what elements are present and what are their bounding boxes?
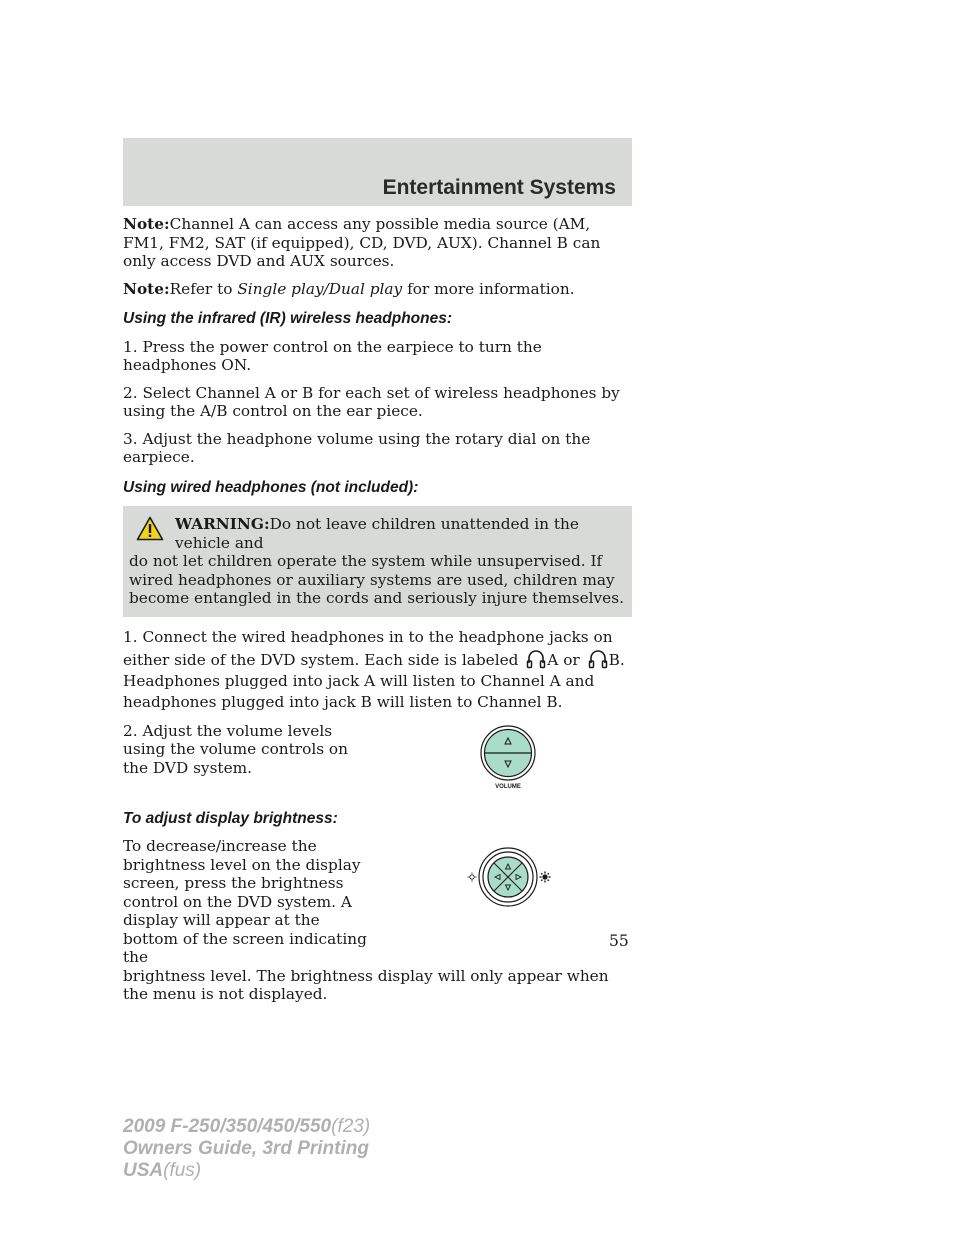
headphone-icon <box>525 648 547 670</box>
header-band <box>123 138 632 206</box>
note-channel-sources <box>123 215 632 271</box>
brightness-text-rest: brightness level. The brightness display will only appear when the menu is not displayed. <box>123 966 609 1003</box>
page-number: 55 <box>609 932 629 950</box>
volume-figure-row <box>123 722 632 798</box>
note-label: Note: <box>123 279 170 298</box>
wired-step-1-a: A or <box>547 650 585 669</box>
note-single-dual-play <box>123 280 632 299</box>
footer-market-code: (fus) <box>163 1160 202 1181</box>
headphone-icon <box>587 648 609 670</box>
ir-step-2: 2. Select Channel A or B for each set of wireless headphones by using the A/B control on the ear piece. <box>123 383 620 420</box>
section-heading-ir-headphones: Using the infrared (IR) wireless headphones: <box>123 310 453 327</box>
footer-line-3 <box>123 1160 370 1182</box>
warning-first-line <box>129 515 626 552</box>
footer-print-info <box>123 1116 370 1182</box>
warning-triangle-icon <box>136 516 164 541</box>
brightness-text-wrapped: To decrease/increase the brightness level on the display screen, press the brightness control on the DVD system. A display will appear at the bottom of the screen indicating the <box>123 837 367 966</box>
footer-line-2: Owners Guide, 3rd Printing <box>123 1138 369 1159</box>
volume-label: VOLUME <box>495 783 521 790</box>
note-text: Channel A can access any possible media source (AM, FM1, FM2, SAT (if equipped), CD, DVD, AUX). Channel B can only access DVD and AUX sources. <box>123 215 601 270</box>
warning-text-rest: do not let children operate the system while unsupervised. If wired headphones or auxiliary systems are used, children may become entangled in the cords and seriously injure themselves. <box>129 552 624 607</box>
note-text-post: for more information. <box>402 279 575 298</box>
footer-model-code: (f23) <box>331 1116 371 1137</box>
warning-box <box>123 506 632 617</box>
volume-control-icon <box>475 724 541 790</box>
note-reference: Single play/Dual play <box>237 279 403 298</box>
warning-label: WARNING: <box>175 515 270 533</box>
wired-step-1 <box>123 627 632 713</box>
section-heading-wired-headphones: Using wired headphones (not included): <box>123 478 419 496</box>
section-heading-brightness: To adjust display brightness: <box>123 809 338 827</box>
wired-step-2: 2. Adjust the volume levels using the volume controls on the DVD system. <box>123 721 348 777</box>
page-content <box>123 215 632 1013</box>
warning-text-line1: Do not leave children unattended in the vehicle and <box>175 515 579 552</box>
brightness-figure-row <box>123 837 632 967</box>
wired-step-1-b: B. Headphones plugged into jack A will listen to Channel A and headphones plugged into jack B will listen to Channel B. <box>123 650 625 711</box>
brightness-control-icon <box>459 844 557 910</box>
footer-line-1 <box>123 1116 370 1138</box>
ir-step-1: 1. Press the power control on the earpiece to turn the headphones ON. <box>123 337 542 374</box>
note-text-pre: Refer to <box>169 279 238 298</box>
wired-step-1-pre: 1. Connect the wired headphones in to the headphone jacks on either side of the DVD system. Each side is labeled <box>123 627 613 669</box>
footer-model: 2009 F-250/350/450/550 <box>123 1116 332 1137</box>
ir-step-3: 3. Adjust the headphone volume using the rotary dial on the earpiece. <box>123 429 591 466</box>
footer-market: USA <box>123 1160 164 1181</box>
note-label: Note: <box>123 215 170 233</box>
page-title: Entertainment Systems <box>382 176 616 199</box>
